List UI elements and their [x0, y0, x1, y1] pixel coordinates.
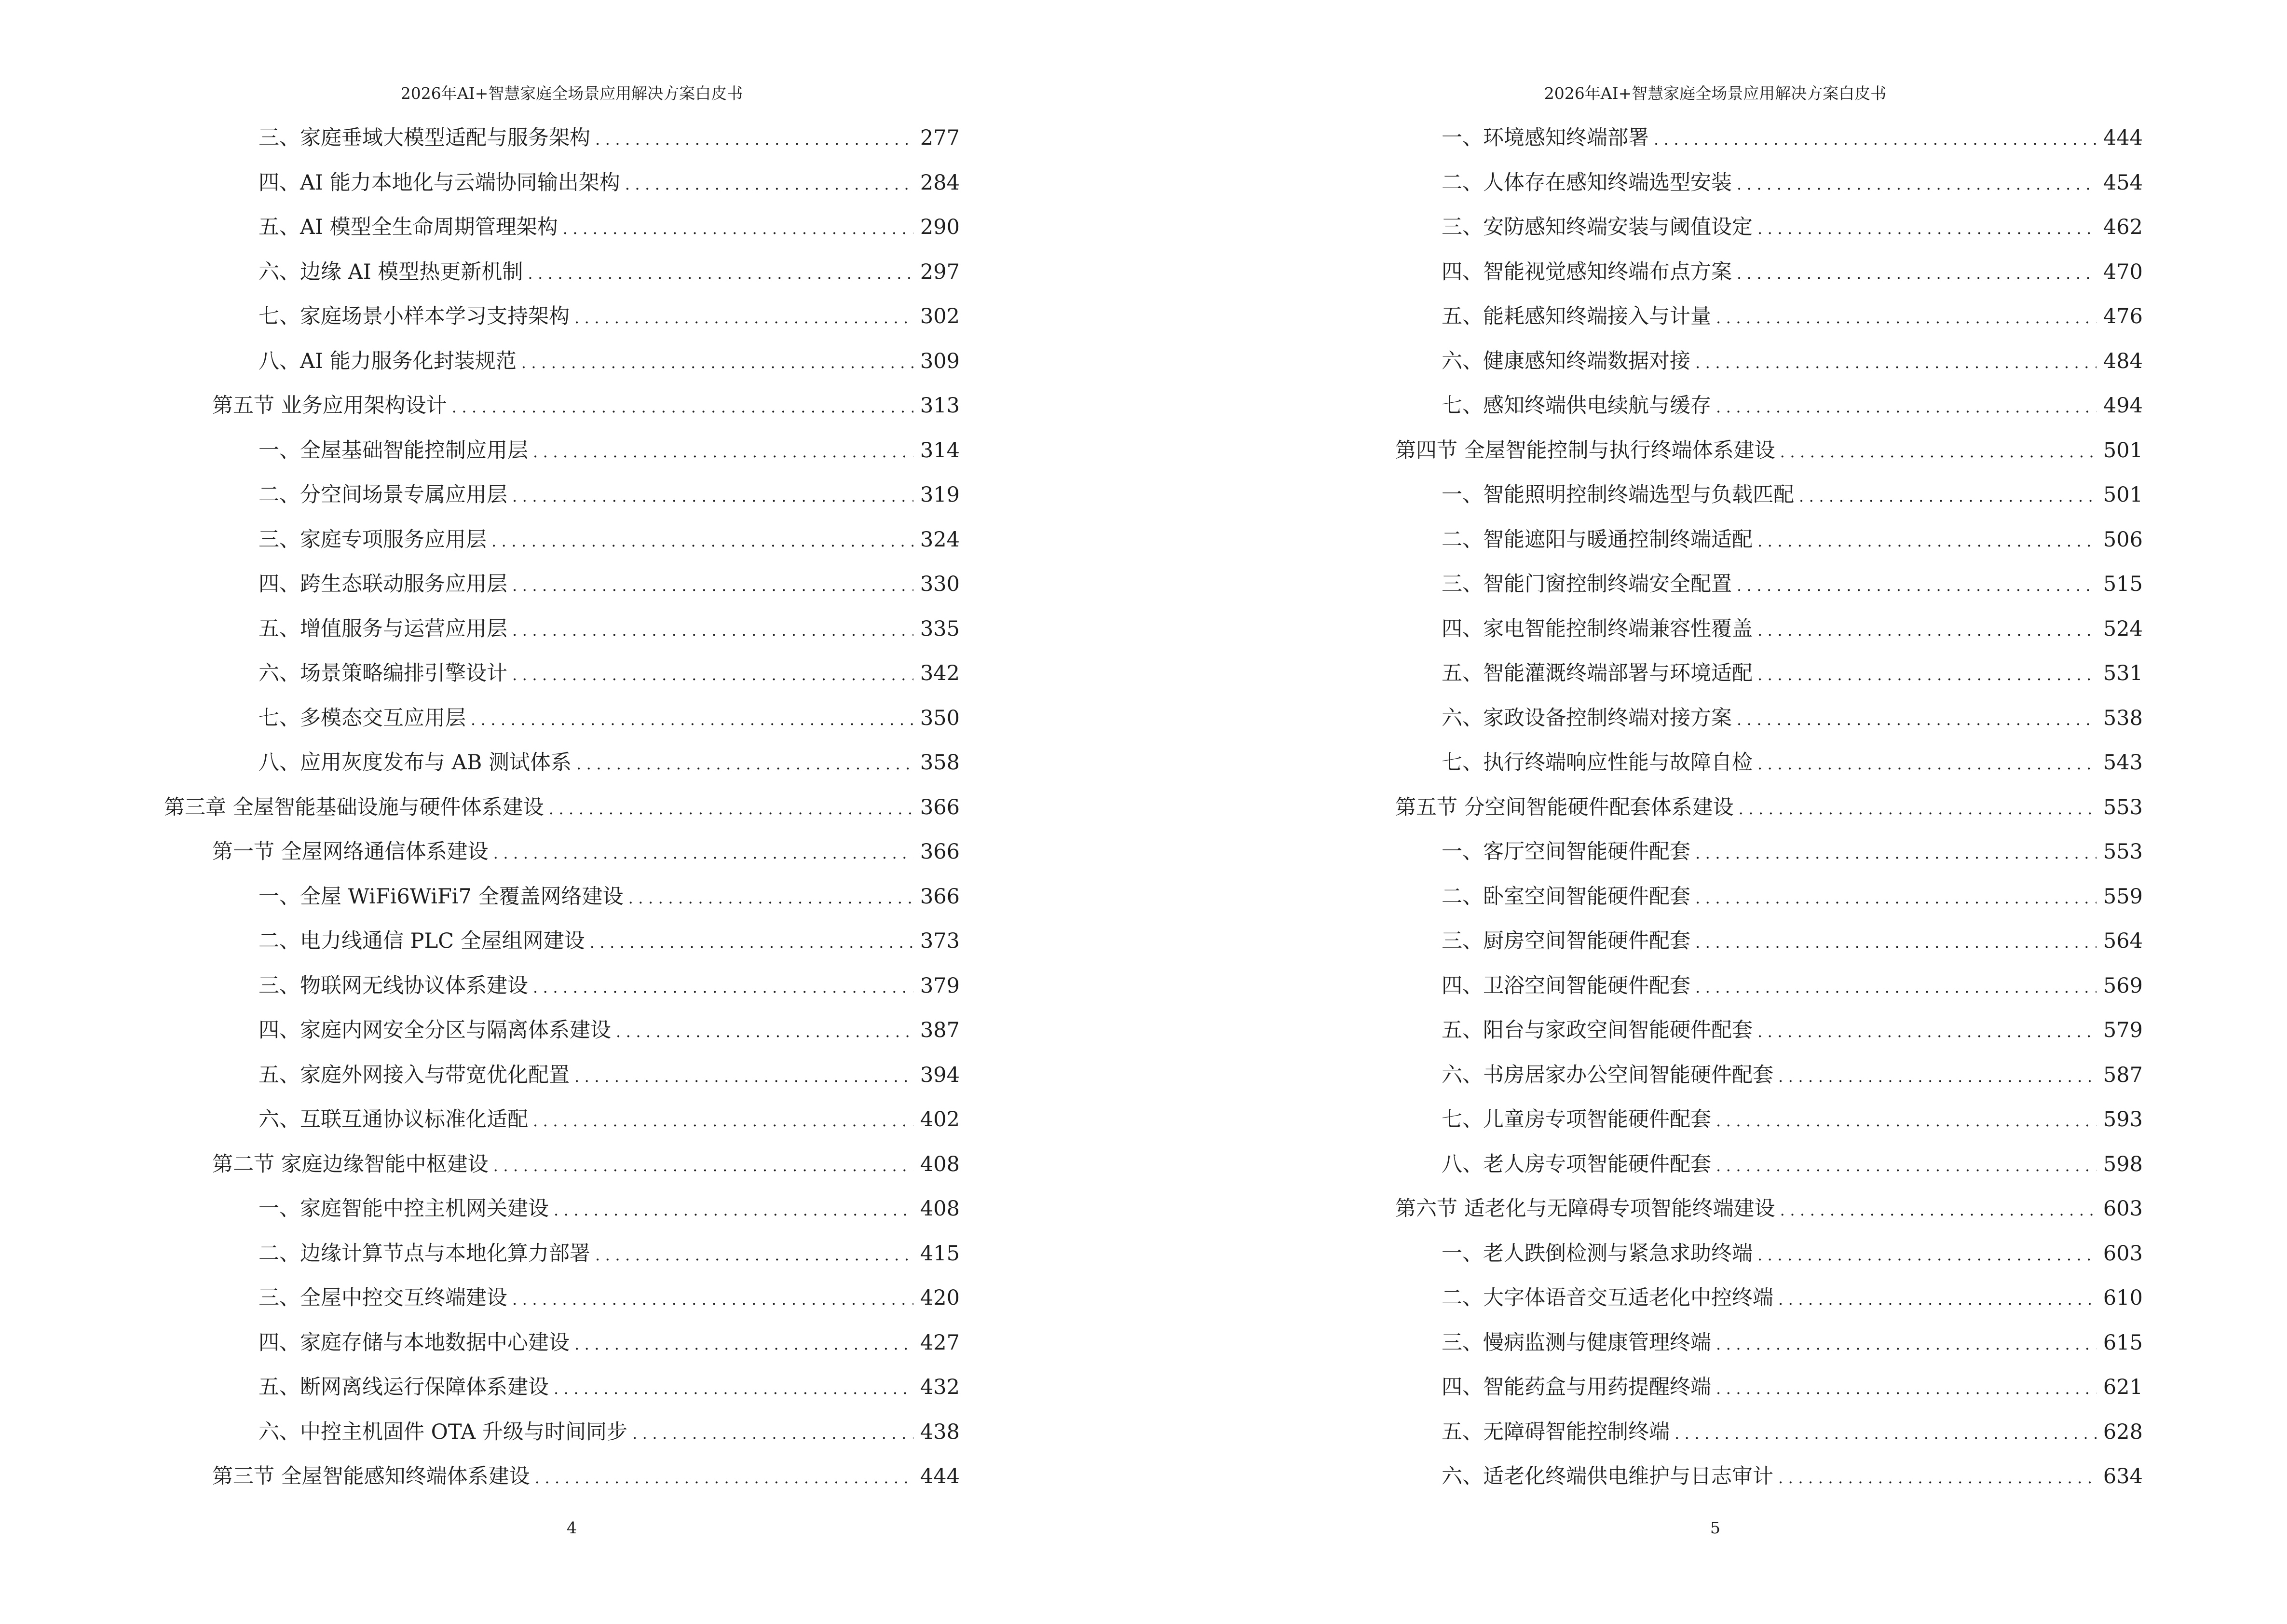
- toc-entry[interactable]: [1347, 339, 2143, 384]
- toc-entry[interactable]: [164, 740, 960, 785]
- toc-leader-dots: [563, 206, 913, 251]
- toc-entry-title: 六、中控主机固件 OTA 升级与时间同步: [259, 1419, 627, 1444]
- toc-entry-title: 一、老人跌倒检测与紧急求助终端: [1442, 1241, 1753, 1266]
- toc-entry[interactable]: [1347, 562, 2143, 607]
- toc-leader-dots: [549, 787, 913, 832]
- toc-entry-page-number: 330: [920, 572, 960, 596]
- toc-entry-title: 第四节 全屋智能控制与执行终端体系建设: [1395, 438, 1775, 463]
- toc-entry[interactable]: [164, 1410, 960, 1455]
- toc-entry[interactable]: [164, 1365, 960, 1410]
- toc-leader-dots: [521, 341, 913, 385]
- toc-entry-page-number: 553: [2103, 840, 2143, 864]
- toc-entry-title: 六、互联互通协议标准化适配: [259, 1107, 528, 1132]
- toc-entry-page-number: 494: [2103, 394, 2143, 418]
- toc-entry-title: 七、执行终端响应性能与故障自检: [1442, 751, 1753, 775]
- toc-entry-title: 第二节 家庭边缘智能中枢建设: [212, 1152, 489, 1176]
- toc-leader-dots: [1780, 430, 2096, 475]
- toc-entry-title: 一、智能照明控制终端选型与负载匹配: [1442, 483, 1794, 507]
- toc-entry-title: 四、家庭存储与本地数据中心建设: [259, 1330, 570, 1355]
- toc-entry-page-number: 462: [2103, 215, 2143, 239]
- toc-entry-title: 第六节 适老化与无障碍专项智能终端建设: [1395, 1197, 1775, 1221]
- toc-entry-title: 三、厨房空间智能硬件配套: [1442, 929, 1690, 953]
- toc-entry-page-number: 387: [920, 1018, 960, 1042]
- toc-entry-title: 六、适老化终端供电维护与日志审计: [1442, 1464, 1773, 1488]
- toc-entry-page-number: 444: [2103, 126, 2143, 150]
- toc-entry-page-number: 427: [920, 1330, 960, 1355]
- toc-entry-page-number: 408: [920, 1197, 960, 1221]
- toc-entry-title: 三、智能门窗控制终端安全配置: [1442, 572, 1732, 596]
- toc-leader-dots: [574, 296, 913, 341]
- toc-entry[interactable]: [164, 1053, 960, 1098]
- toc-entry[interactable]: [164, 161, 960, 205]
- toc-entry-title: 四、智能视觉感知终端布点方案: [1442, 259, 1732, 284]
- toc-entry[interactable]: [164, 1276, 960, 1321]
- toc-entry-page-number: 538: [2103, 706, 2143, 730]
- toc-entry[interactable]: [1347, 1321, 2143, 1365]
- toc-entry-page-number: 358: [920, 751, 960, 775]
- toc-entry-page-number: 524: [2103, 616, 2143, 641]
- toc-leader-dots: [1716, 1322, 2096, 1367]
- toc-entry-title: 六、边缘 AI 模型热更新机制: [259, 259, 523, 284]
- toc-entry[interactable]: [1347, 250, 2143, 295]
- toc-leader-dots: [512, 1277, 913, 1322]
- toc-entry-page-number: 408: [920, 1152, 960, 1176]
- toc-leader-dots: [533, 1099, 913, 1144]
- toc-leader-dots: [1695, 920, 2096, 965]
- toc-entry[interactable]: [164, 339, 960, 384]
- toc-entry[interactable]: [1347, 874, 2143, 919]
- toc-entry-page-number: 628: [2103, 1419, 2143, 1444]
- toc-entry-title: 七、家庭场景小样本学习支持架构: [259, 304, 570, 328]
- toc-entry-page-number: 350: [920, 706, 960, 730]
- toc-entry[interactable]: [1347, 1142, 2143, 1187]
- toc-entry-page-number: 587: [2103, 1063, 2143, 1087]
- toc-entry[interactable]: [1347, 740, 2143, 785]
- toc-entry[interactable]: [1347, 1053, 2143, 1098]
- toc-entry[interactable]: [164, 1008, 960, 1053]
- toc-entry-title: 四、卫浴空间智能硬件配套: [1442, 973, 1690, 998]
- toc-entry[interactable]: [164, 1187, 960, 1231]
- toc-entry[interactable]: [164, 964, 960, 1009]
- toc-entry-page-number: 415: [920, 1241, 960, 1266]
- toc-entry[interactable]: [1347, 383, 2143, 428]
- toc-entry[interactable]: [164, 383, 960, 428]
- toc-entry-title: 三、慢病监测与健康管理终端: [1442, 1330, 1711, 1355]
- toc-entry[interactable]: [1347, 1365, 2143, 1410]
- toc-entry-page-number: 438: [920, 1419, 960, 1444]
- toc-entry-page-number: 379: [920, 973, 960, 998]
- toc-entry[interactable]: [164, 1142, 960, 1187]
- toc-entry-title: 二、智能遮阳与暖通控制终端适配: [1442, 527, 1753, 552]
- toc-entry-title: 一、环境感知终端部署: [1442, 126, 1649, 150]
- toc-entry[interactable]: [164, 1097, 960, 1142]
- toc-entry-title: 五、断网离线运行保障体系建设: [259, 1375, 549, 1399]
- toc-entry-page-number: 506: [2103, 527, 2143, 552]
- toc-leader-dots: [1799, 474, 2096, 519]
- toc-leader-dots: [1739, 787, 2096, 832]
- toc-entry-title: 六、健康感知终端数据对接: [1442, 349, 1690, 373]
- toc-entry-title: 第三章 全屋智能基础设施与硬件体系建设: [164, 795, 544, 819]
- toc-entry[interactable]: [164, 607, 960, 652]
- toc-leader-dots: [1716, 385, 2096, 430]
- toc-entry-title: 一、客厅空间智能硬件配套: [1442, 840, 1690, 864]
- toc-entry[interactable]: [164, 1454, 960, 1499]
- toc-entry-title: 二、分空间场景专属应用层: [259, 483, 507, 507]
- toc-entry-page-number: 603: [2103, 1197, 2143, 1221]
- toc-leader-dots: [471, 697, 913, 742]
- toc-entry[interactable]: [1347, 1410, 2143, 1455]
- toc-entry-title: 六、书房居家办公空间智能硬件配套: [1442, 1063, 1773, 1087]
- toc-leader-dots: [491, 519, 913, 564]
- toc-leader-dots: [493, 1144, 913, 1188]
- toc-entry-page-number: 610: [2103, 1286, 2143, 1310]
- toc-entry-title: 五、阳台与家政空间智能硬件配套: [1442, 1018, 1753, 1042]
- toc-leader-dots: [1757, 1233, 2096, 1278]
- toc-entry[interactable]: [1347, 205, 2143, 250]
- toc-leader-dots: [574, 1322, 913, 1367]
- toc-list: [164, 116, 960, 1499]
- toc-leader-dots: [1654, 117, 2096, 162]
- toc-entry-title: 第一节 全屋网络通信体系建设: [212, 840, 489, 864]
- toc-leader-dots: [1695, 876, 2096, 921]
- toc-entry-page-number: 319: [920, 483, 960, 507]
- toc-entry-title: 六、场景策略编排引擎设计: [259, 661, 507, 685]
- toc-entry[interactable]: [164, 250, 960, 295]
- toc-leader-dots: [574, 1054, 913, 1099]
- toc-entry-page-number: 569: [2103, 973, 2143, 998]
- toc-entry[interactable]: [164, 830, 960, 874]
- page-number: 4: [567, 1518, 577, 1537]
- toc-entry-page-number: 297: [920, 259, 960, 284]
- toc-entry-title: 一、全屋 WiFi6WiFi7 全覆盖网络建设: [259, 884, 624, 909]
- toc-entry[interactable]: [1347, 518, 2143, 562]
- toc-leader-dots: [625, 162, 913, 207]
- toc-entry-page-number: 314: [920, 438, 960, 463]
- toc-entry-title: 四、AI 能力本地化与云端协同输出架构: [259, 170, 620, 195]
- toc-leader-dots: [512, 608, 913, 653]
- toc-entry-title: 三、全屋中控交互终端建设: [259, 1286, 507, 1310]
- toc-entry-title: 二、大字体语音交互适老化中控终端: [1442, 1286, 1773, 1310]
- toc-entry-title: 四、家电智能控制终端兼容性覆盖: [1442, 616, 1753, 641]
- toc-entry-page-number: 484: [2103, 349, 2143, 373]
- toc-entry-title: 一、家庭智能中控主机网关建设: [259, 1197, 549, 1221]
- toc-entry-title: 第三节 全屋智能感知终端体系建设: [212, 1464, 530, 1488]
- toc-entry[interactable]: [164, 1231, 960, 1276]
- toc-leader-dots: [1757, 1010, 2096, 1054]
- toc-leader-dots: [1695, 965, 2096, 1010]
- toc-leader-dots: [1737, 251, 2096, 296]
- toc-entry-title: 三、家庭专项服务应用层: [259, 527, 487, 552]
- toc-leader-dots: [528, 251, 913, 296]
- toc-entry-page-number: 501: [2103, 483, 2143, 507]
- toc-entry[interactable]: [164, 785, 960, 830]
- toc-entry-title: 三、物联网无线协议体系建设: [259, 973, 528, 998]
- toc-entry-page-number: 621: [2103, 1375, 2143, 1399]
- toc-entry-page-number: 366: [920, 840, 960, 864]
- toc-entry[interactable]: [164, 874, 960, 919]
- toc-leader-dots: [535, 1456, 913, 1501]
- toc-leader-dots: [628, 876, 913, 921]
- toc-entry-page-number: 559: [2103, 884, 2143, 909]
- page-header: 2026年AI+智慧家庭全场景应用解决方案白皮书: [400, 84, 743, 103]
- toc-entry-page-number: 394: [920, 1063, 960, 1087]
- toc-leader-dots: [616, 1010, 913, 1054]
- toc-entry-page-number: 615: [2103, 1330, 2143, 1355]
- toc-leader-dots: [1695, 341, 2096, 385]
- toc-entry-title: 七、感知终端供电续航与缓存: [1442, 394, 1711, 418]
- toc-entry-page-number: 342: [920, 661, 960, 685]
- toc-leader-dots: [1737, 697, 2096, 742]
- toc-entry-page-number: 476: [2103, 304, 2143, 328]
- toc-leader-dots: [533, 965, 913, 1010]
- toc-entry-title: 二、人体存在感知终端选型安装: [1442, 170, 1732, 195]
- toc-entry-page-number: 564: [2103, 929, 2143, 953]
- toc-leader-dots: [493, 831, 913, 876]
- toc-entry-page-number: 313: [920, 394, 960, 418]
- toc-leader-dots: [1757, 742, 2096, 787]
- toc-entry[interactable]: [164, 518, 960, 562]
- toc-entry-page-number: 277: [920, 126, 960, 150]
- toc-leader-dots: [576, 742, 913, 787]
- toc-entry-title: 五、增值服务与运营应用层: [259, 616, 507, 641]
- toc-entry-page-number: 373: [920, 929, 960, 953]
- toc-entry-title: 七、多模态交互应用层: [259, 706, 466, 730]
- toc-entry[interactable]: [1347, 696, 2143, 741]
- toc-entry-title: 二、边缘计算节点与本地化算力部署: [259, 1241, 590, 1266]
- toc-entry-page-number: 531: [2103, 661, 2143, 685]
- toc-entry[interactable]: [1347, 964, 2143, 1009]
- toc-entry-page-number: 335: [920, 616, 960, 641]
- toc-entry-page-number: 402: [920, 1107, 960, 1132]
- toc-leader-dots: [1757, 519, 2096, 564]
- toc-entry[interactable]: [1347, 1276, 2143, 1321]
- toc-entry-title: 第五节 业务应用架构设计: [212, 394, 447, 418]
- toc-entry[interactable]: [1347, 1187, 2143, 1231]
- toc-entry-title: 四、家庭内网安全分区与隔离体系建设: [259, 1018, 611, 1042]
- toc-leader-dots: [1778, 1277, 2096, 1322]
- toc-entry[interactable]: [1347, 161, 2143, 205]
- toc-leader-dots: [1716, 1144, 2096, 1188]
- toc-entry-page-number: 444: [920, 1464, 960, 1488]
- toc-entry[interactable]: [1347, 919, 2143, 964]
- toc-entry-page-number: 501: [2103, 438, 2143, 463]
- toc-leader-dots: [632, 1411, 913, 1456]
- toc-entry-page-number: 432: [920, 1375, 960, 1399]
- toc-entry-page-number: 515: [2103, 572, 2143, 596]
- toc-entry-title: 六、家政设备控制终端对接方案: [1442, 706, 1732, 730]
- toc-leader-dots: [1716, 1099, 2096, 1144]
- toc-entry-page-number: 366: [920, 884, 960, 909]
- toc-entry[interactable]: [1347, 785, 2143, 830]
- toc-entry-page-number: 603: [2103, 1241, 2143, 1266]
- toc-entry[interactable]: [164, 696, 960, 741]
- toc-entry-title: 二、电力线通信 PLC 全屋组网建设: [259, 929, 585, 953]
- toc-entry[interactable]: [164, 294, 960, 339]
- toc-entry-page-number: 454: [2103, 170, 2143, 195]
- toc-entry-title: 三、安防感知终端安装与阈值设定: [1442, 215, 1753, 239]
- toc-entry-title: 五、智能灌溉终端部署与环境适配: [1442, 661, 1753, 685]
- toc-leader-dots: [1674, 1411, 2096, 1456]
- toc-entry-page-number: 290: [920, 215, 960, 239]
- toc-entry-page-number: 366: [920, 795, 960, 819]
- toc-entry-page-number: 470: [2103, 259, 2143, 284]
- toc-leader-dots: [1695, 831, 2096, 876]
- toc-entry[interactable]: [164, 473, 960, 518]
- toc-leader-dots: [554, 1366, 913, 1411]
- toc-entry[interactable]: [1347, 651, 2143, 696]
- toc-leader-dots: [595, 117, 913, 162]
- toc-entry-page-number: 543: [2103, 751, 2143, 775]
- toc-leader-dots: [1778, 1456, 2096, 1501]
- toc-leader-dots: [533, 430, 913, 475]
- toc-entry[interactable]: [164, 1321, 960, 1365]
- toc-entry-title: 八、老人房专项智能硬件配套: [1442, 1152, 1711, 1176]
- toc-leader-dots: [1716, 1366, 2096, 1411]
- toc-entry[interactable]: [1347, 607, 2143, 652]
- toc-entry-page-number: 579: [2103, 1018, 2143, 1042]
- toc-entry[interactable]: [164, 428, 960, 473]
- toc-entry-page-number: 324: [920, 527, 960, 552]
- toc-entry-title: 七、儿童房专项智能硬件配套: [1442, 1107, 1711, 1132]
- toc-leader-dots: [1737, 563, 2096, 608]
- page-number: 5: [1710, 1518, 1720, 1537]
- toc-entry-title: 一、全屋基础智能控制应用层: [259, 438, 528, 463]
- toc-entry[interactable]: [164, 562, 960, 607]
- toc-entry-page-number: 420: [920, 1286, 960, 1310]
- toc-entry[interactable]: [164, 205, 960, 250]
- toc-leader-dots: [512, 653, 913, 697]
- toc-entry-title: 八、AI 能力服务化封装规范: [259, 349, 517, 373]
- toc-entry-page-number: 302: [920, 304, 960, 328]
- toc-entry[interactable]: [164, 919, 960, 964]
- toc-leader-dots: [1757, 206, 2096, 251]
- toc-entry-page-number: 309: [920, 349, 960, 373]
- toc-leader-dots: [1737, 162, 2096, 207]
- toc-entry-page-number: 598: [2103, 1152, 2143, 1176]
- toc-leader-dots: [1716, 296, 2096, 341]
- toc-entry[interactable]: [1347, 1097, 2143, 1142]
- page-header: 2026年AI+智慧家庭全场景应用解决方案白皮书: [1544, 84, 1887, 103]
- toc-entry-title: 五、家庭外网接入与带宽优化配置: [259, 1063, 570, 1087]
- toc-entry[interactable]: [1347, 473, 2143, 518]
- toc-entry-page-number: 634: [2103, 1464, 2143, 1488]
- toc-entry-title: 五、能耗感知终端接入与计量: [1442, 304, 1711, 328]
- toc-entry[interactable]: [1347, 1231, 2143, 1276]
- toc-entry-title: 四、智能药盒与用药提醒终端: [1442, 1375, 1711, 1399]
- toc-entry-page-number: 593: [2103, 1107, 2143, 1132]
- toc-entry[interactable]: [164, 651, 960, 696]
- toc-entry[interactable]: [1347, 1454, 2143, 1499]
- toc-leader-dots: [554, 1188, 913, 1233]
- toc-entry[interactable]: [1347, 830, 2143, 874]
- toc-leader-dots: [1780, 1188, 2096, 1233]
- toc-leader-dots: [1778, 1054, 2096, 1099]
- toc-leader-dots: [512, 563, 913, 608]
- toc-entry-page-number: 553: [2103, 795, 2143, 819]
- toc-leader-dots: [512, 474, 913, 519]
- toc-leader-dots: [595, 1233, 913, 1278]
- toc-entry-title: 五、AI 模型全生命周期管理架构: [259, 215, 558, 239]
- toc-entry[interactable]: [1347, 428, 2143, 473]
- toc-leader-dots: [1757, 653, 2096, 697]
- toc-entry[interactable]: [1347, 1008, 2143, 1053]
- toc-entry-title: 二、卧室空间智能硬件配套: [1442, 884, 1690, 909]
- toc-entry-title: 八、应用灰度发布与 AB 测试体系: [259, 751, 572, 775]
- right-page: [1144, 0, 2287, 1624]
- toc-entry-title: 四、跨生态联动服务应用层: [259, 572, 507, 596]
- toc-entry-title: 五、无障碍智能控制终端: [1442, 1419, 1670, 1444]
- toc-list: [1347, 116, 2143, 1499]
- toc-entry[interactable]: [164, 116, 960, 161]
- toc-entry-page-number: 284: [920, 170, 960, 195]
- toc-entry[interactable]: [1347, 294, 2143, 339]
- toc-leader-dots: [1757, 608, 2096, 653]
- toc-leader-dots: [590, 920, 913, 965]
- toc-entry[interactable]: [1347, 116, 2143, 161]
- toc-entry-title: 三、家庭垂域大模型适配与服务架构: [259, 126, 590, 150]
- toc-entry-title: 第五节 分空间智能硬件配套体系建设: [1395, 795, 1734, 819]
- toc-leader-dots: [452, 385, 913, 430]
